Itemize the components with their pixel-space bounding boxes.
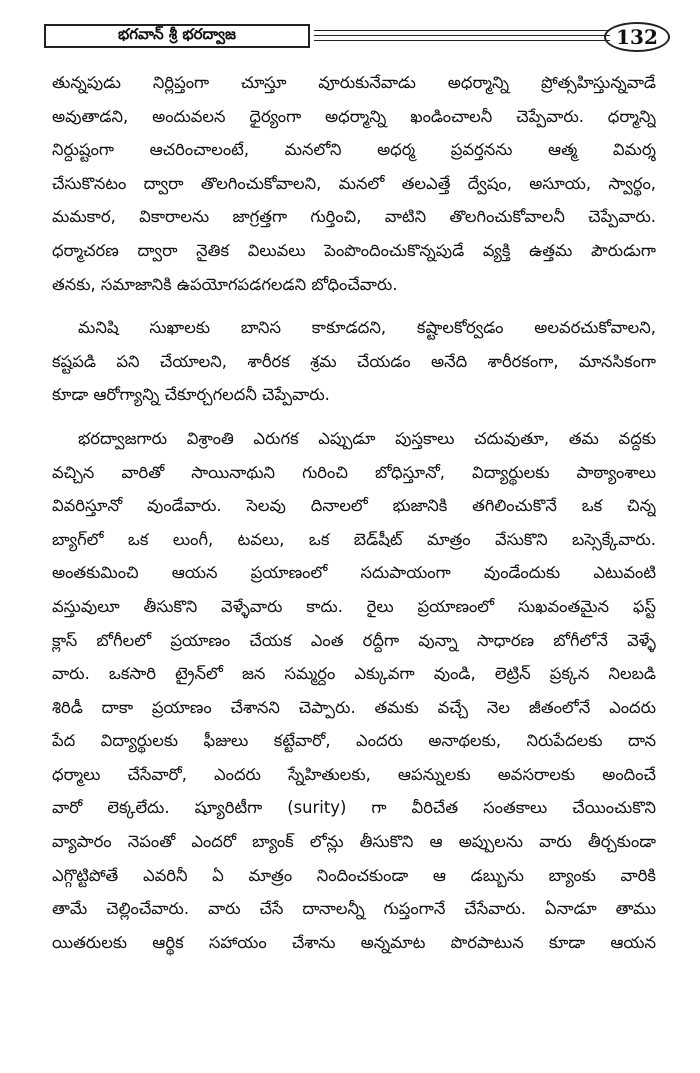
text-line: ఎగ్గొట్టిపోతే ఎవరినీ ఏ మాత్రం నిందించకుండా ఆ డబ్బును బ్యాంకు వారికి: [52, 865, 656, 885]
text-line: పేద విద్యార్థులకు ఫీజులు కట్టేవారో, ఎందరు అనాథలకు, నిరుపేదలకు దాన: [52, 731, 656, 751]
text-line: వ్యాపారం నెపంతో ఎందరో బ్యాంక్ లోన్లు తీసుకొని ఆ అప్పులను వారు తీర్చకుండా: [52, 832, 656, 852]
text-line: వివరిస్తూనో వుండేవారు. సెలవు దినాలలో భుజానికి తగిలించుకొనే ఒక చిన్న: [52, 496, 656, 516]
text-line: వారో లెక్కలేదు. ష్యూరిటీగా (surity) గా వీరిచేత సంతకాలు చేయించుకొని: [52, 798, 656, 818]
paragraph: [52, 311, 656, 412]
text-line: యితరులకు ఆర్థిక సహాయం చేశాను అన్నమాట పొరపాటున కూడా ఆయన: [52, 932, 656, 952]
page-body: [52, 66, 656, 969]
running-header: [44, 22, 656, 54]
text-line: తామే చెల్లించేవారు. వారు చేసే దానాలన్నీ గుప్తంగానే చేసేవారు. ఏనాడూ తాము: [52, 899, 656, 919]
text-line: కూడా ఆరోగ్యాన్ని చేకూర్చగలదనీ చెప్పేవారు.: [52, 385, 330, 405]
paragraph: [52, 66, 656, 301]
text-line: మమకార, వికారాలను జాగ్రత్తగా గుర్తించి, వాటిని తొలగించుకోవాలనీ చెప్పేవారు.: [52, 207, 656, 227]
page-number-oval: [604, 22, 670, 52]
text-line: మనిషి సుఖాలకు బానిస కాకూడదని, కష్టాలకోర్వడం అలవరచుకోవాలని,: [78, 318, 656, 338]
header-rule: [314, 40, 610, 41]
text-line: వస్తువులూ తీసుకొని వెళ్ళేవారు కాదు. రైలు ప్రయాణంలో సుఖవంతమైన ఫస్ట్: [52, 596, 656, 616]
text-line: కష్టపడి పని చేయాలని, శారీరక శ్రమ చేయడం అనేది శారీరకంగా, మానసికంగా: [52, 351, 656, 371]
text-line: ధర్మాలు చేసేవారో, ఎందరు స్నేహితులకు, ఆపన్నులకు అవసరాలకు అందించే: [52, 764, 656, 784]
text-line: చేసుకొనటం ద్వారా తొలగించుకోవాలని, మనలో తలఎత్తే ద్వేషం, అసూయ, స్వార్థం,: [52, 173, 656, 193]
page-number: 132: [616, 25, 658, 49]
text-line: వారు. ఒకసారి ట్రైన్‌లో జన సమ్మర్దం ఎక్కువగా వుండి, లెట్రిన్ ప్రక్కన నిలబడి: [52, 664, 656, 684]
text-line: తున్నపుడు నిర్లిప్తంగా చూస్తూ వూరుకునేవాడు అధర్మాన్ని ప్రోత్సహిస్తున్నవాడే: [52, 73, 656, 92]
paragraph: [52, 422, 656, 960]
text-line: తనకు, సమాజానికి ఉపయోగపడగలడని బోధించేవారు.: [52, 274, 398, 294]
text-line: క్లాస్ బోగీలలో ప్రయాణం చేయక ఎంత రద్దీగా వున్నా సాధారణ బోగీలోనే వెళ్ళే: [52, 630, 656, 650]
text-line: బ్యాగ్‌లో ఒక లుంగీ, టవలు, ఒక బెడ్‌షీట్ మాత్రం వేసుకొని బస్సెక్కేవారు.: [52, 529, 656, 549]
text-line: వచ్చిన వారితో సాయినాథుని గురించి బోధిస్తూనో, విద్యార్థులకు పాఠ్యాంశాలు: [52, 462, 656, 482]
text-line: అంతకుమించి ఆయన ప్రయాణంలో సదుపాయంగా వుండేందుకు ఎటువంటి: [52, 563, 656, 583]
header-rule: [314, 35, 610, 36]
header-rule: [314, 30, 610, 31]
header-title-box: [44, 24, 310, 48]
book-title: భగవాన్ శ్రీ భరద్వాజ: [118, 25, 236, 43]
text-line: అవుతాడని, అందువలన ధైర్యంగా అధర్మాన్ని ఖండించాలనీ చెప్పేవారు. ధర్మాన్ని: [52, 106, 656, 126]
text-line: భరద్వాజగారు విశ్రాంతి ఎరుగక ఎప్పుడూ పుస్తకాలు చదువుతూ, తమ వద్దకు: [78, 428, 656, 448]
text-line: ధర్మాచరణ ద్వారా నైతిక విలువలు పెంపొందించుకొన్నపుడే వ్యక్తి ఉత్తమ పౌరుడుగా: [52, 240, 656, 260]
text-line: నిర్దుష్టంగా ఆచరించాలంటే, మనలోని అధర్మ ప్రవర్తనను ఆత్మ విమర్శ: [52, 140, 656, 160]
text-line: శిరిడీ దాకా ప్రయాణం చేశానని చెప్పారు. తమకు వచ్చే నెల జీతంలోనే ఎందరు: [52, 697, 656, 717]
